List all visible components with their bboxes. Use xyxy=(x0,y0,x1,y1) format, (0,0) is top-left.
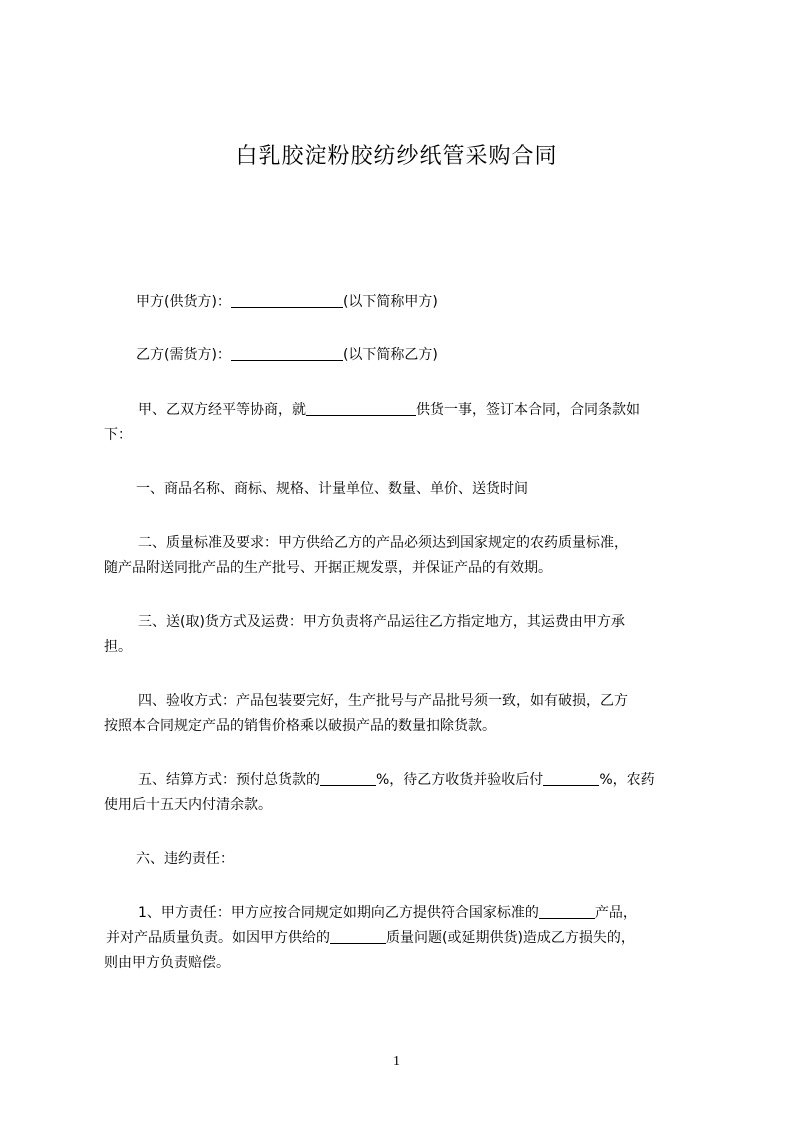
party-b-line xyxy=(136,339,732,371)
section-6-1-a: 1、甲方责任：甲方应按合同规定如期向乙方提供符合国家标准的 xyxy=(138,905,539,921)
section-6-1-line-3: 则由甲方负责赔偿。 xyxy=(104,955,230,971)
document-title: 白乳胶淀粉胶纺纱纸管采购合同 xyxy=(235,144,558,169)
party-b-label: 乙方(需货方)： xyxy=(136,347,231,363)
party-a-suffix: (以下简称甲方) xyxy=(342,294,438,310)
intro-before: 甲、乙双方经平等协商，就 xyxy=(138,402,306,418)
section-3-line-2: 担。 xyxy=(104,639,132,655)
section-2-line-1: 二、质量标准及要求：甲方供给乙方的产品必须达到国家规定的农药质量标准， xyxy=(138,535,628,551)
section-4-line-2: 按照本合同规定产品的销售价格乘以破损产品的数量扣除货款。 xyxy=(104,718,496,734)
intro-line-2: 下： xyxy=(104,427,132,443)
intro-blank xyxy=(306,400,416,416)
section-6-1-c: 并对产品质量负责。如因甲方供给的 xyxy=(106,930,330,946)
page-number: 1 xyxy=(393,1054,400,1069)
section-6-1-blank-1 xyxy=(539,903,595,919)
section-4-line-1: 四、验收方式：产品包装要完好，生产批号与产品批号须一致，如有破损，乙方 xyxy=(138,693,628,709)
party-b-blank xyxy=(231,345,343,361)
section-6-1-d: 质量问题(或延期供货)造成乙方损失的， xyxy=(386,930,635,946)
section-2-line-2: 随产品附送同批产品的生产批号、开据正规发票，并保证产品的有效期。 xyxy=(104,560,552,576)
section-6-1-blank-2 xyxy=(330,928,386,944)
section-5-blank-1 xyxy=(320,770,376,786)
party-a-blank xyxy=(231,292,343,308)
section-1: 一、商品名称、商标、规格、计量单位、数量、单价、送货时间 xyxy=(136,481,528,497)
section-5-blank-2 xyxy=(543,770,599,786)
party-a-line xyxy=(136,286,732,318)
section-5-a: 五、结算方式：预付总货款的 xyxy=(138,772,320,788)
party-a-label: 甲方(供货方)： xyxy=(136,294,231,310)
intro-rest: 供货一事，签订本合同，合同条款如 xyxy=(416,402,640,418)
section-3-line-1: 三、送(取)货方式及运费：甲方负责将产品运往乙方指定地方，其运费由甲方承 xyxy=(138,614,625,630)
section-5-c: %，农药 xyxy=(599,772,655,788)
section-5-line-2: 使用后十五天内付清余款。 xyxy=(104,797,272,813)
section-6-1-b: 产品， xyxy=(594,905,637,921)
section-5-b: %，待乙方收货并验收后付 xyxy=(376,772,544,788)
section-6: 六、违约责任： xyxy=(136,851,234,867)
party-b-suffix: (以下简称乙方) xyxy=(342,347,438,363)
